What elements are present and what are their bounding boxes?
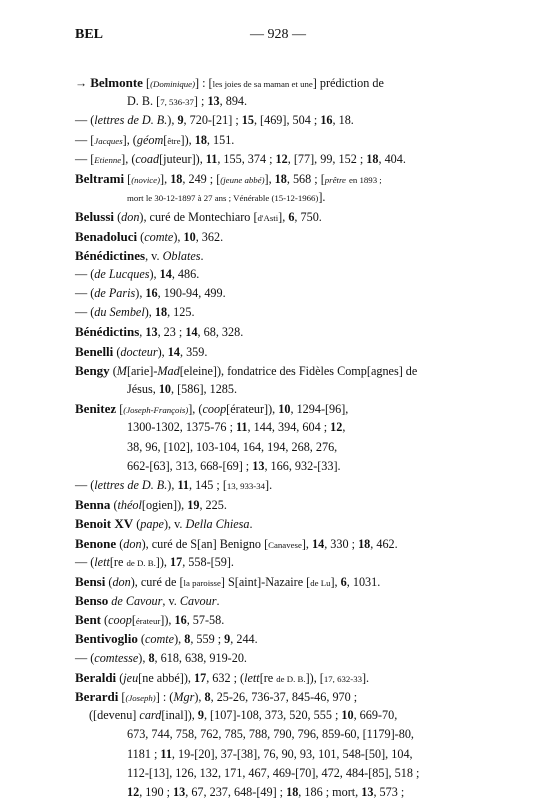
index-line: [75, 610, 475, 629]
entry-text: (: [113, 344, 121, 359]
index-line: [75, 687, 475, 706]
index-line: [75, 457, 475, 476]
small-caps-text: mort le 30-12-1897 à 27 ans ; Vénérable (15-12-1966): [127, 193, 319, 204]
entry-text: , 186 ; mort,: [298, 784, 362, 799]
entry-text: [arie]-: [126, 363, 158, 378]
volume-number: 14: [312, 536, 325, 551]
entry-text: [: [163, 132, 168, 147]
italic-text: de Paris: [94, 286, 136, 301]
index-line: [75, 591, 475, 610]
entry-text: ]), [: [305, 670, 324, 685]
entry-text: (: [137, 632, 145, 647]
entry-text: 38, 96, [102], 103-104, 164, 194, 268, 276,: [127, 439, 338, 454]
entry-text: 673, 744, 758, 762, 785, 788, 790, 796, 859-60, [1179]-80,: [127, 727, 414, 742]
italic-text: géom: [136, 132, 164, 147]
entry-headword: Bent: [75, 612, 101, 628]
volume-number: 18: [194, 132, 207, 147]
italic-text: prêtre: [324, 174, 346, 185]
entry-text: D. B. [: [127, 94, 161, 109]
entry-text: , 573 ;: [373, 784, 405, 799]
volume-number: 13: [252, 458, 265, 473]
italic-text: coop: [108, 613, 132, 628]
entry-text: ].: [318, 190, 326, 205]
entry-text: ),: [173, 229, 184, 244]
entry-text: ] S[aint]-Nazaire [: [220, 574, 311, 589]
italic-text: docteur: [120, 344, 158, 359]
entry-text: ),: [138, 650, 149, 665]
index-line: [75, 495, 475, 514]
entry-text: , 144, 394, 604 ;: [247, 420, 331, 435]
volume-number: 8: [204, 690, 211, 704]
entry-text: ), curé de [: [130, 574, 184, 589]
entry-text: .: [216, 594, 220, 609]
entry-text: , 145 ; [: [188, 477, 227, 492]
volume-number: 15: [241, 113, 254, 128]
index-line: [75, 322, 475, 341]
volume-number: 10: [158, 382, 172, 396]
entry-text: , 559 ;: [190, 632, 225, 647]
entry-text: — (: [75, 266, 95, 281]
italic-text: Etienne: [94, 154, 122, 165]
entry-text: ],: [160, 171, 171, 186]
italic-text: don: [121, 210, 140, 225]
index-line: [75, 418, 475, 437]
entry-text: ), v.: [163, 517, 186, 532]
italic-text: lett: [94, 554, 110, 569]
italic-text: don: [112, 574, 131, 589]
entry-text: [re: [109, 554, 127, 569]
entry-headword: Benna: [75, 497, 111, 513]
entry-text: (: [116, 670, 124, 685]
index-line: [75, 745, 475, 764]
entry-text: , [77], 99, 152 ;: [287, 151, 367, 166]
entry-text: , v.: [145, 248, 163, 263]
entry-text: — (: [75, 554, 95, 569]
entry-text: ],: [264, 171, 275, 186]
entry-text: , [586], 1285.: [171, 382, 238, 396]
entry-text: ),: [167, 113, 178, 128]
index-line: [75, 73, 475, 92]
entry-headword: Bénédictins: [75, 324, 140, 340]
entry-text: ,: [342, 420, 346, 435]
entry-text: ), curé de Montechiaro [: [139, 210, 258, 225]
index-line: [75, 476, 475, 495]
volume-number: 13: [145, 325, 158, 340]
italic-text: comtesse: [94, 650, 139, 665]
index-line: [75, 725, 475, 744]
volume-number: 9: [224, 632, 231, 647]
entry-headword: Benadoluci: [75, 228, 138, 244]
index-line: [75, 534, 475, 553]
entry-text: 1181 ;: [127, 746, 161, 761]
entry-text: , 67, 237, 648-[49] ;: [185, 784, 287, 799]
entry-text: ] prédiction de: [312, 76, 384, 90]
entry-text: (: [114, 210, 122, 225]
index-line: [75, 380, 475, 399]
volume-number: 13: [361, 784, 374, 799]
entry-text: , [469], 504 ;: [253, 113, 321, 128]
volume-number: 16: [174, 613, 187, 628]
italic-text: don: [123, 536, 142, 551]
index-line: [75, 188, 475, 207]
index-line: [75, 265, 475, 284]
index-line: [75, 111, 475, 130]
volume-number: 16: [145, 286, 158, 301]
italic-text: théol: [117, 498, 142, 513]
italic-text: (Joseph): [125, 693, 156, 703]
volume-number: 18: [274, 171, 287, 186]
entry-text: ].: [265, 477, 273, 492]
volume-number: 10: [278, 402, 291, 417]
entry-text: — (: [75, 113, 95, 128]
volume-number: 11: [205, 151, 218, 166]
small-caps-text: les joies de sa maman et une: [212, 79, 313, 89]
entry-text: , [107]-108, 373, 520, 555 ;: [203, 708, 342, 723]
arrow-marker: →: [75, 76, 91, 90]
entry-text: (: [110, 498, 118, 513]
entry-text: ([devenu]: [89, 708, 140, 723]
page-number: — 928 —: [250, 27, 306, 42]
index-line: [75, 649, 475, 668]
entry-text: ], (: [121, 151, 136, 166]
entry-text: , 362.: [195, 229, 224, 244]
italic-text: (novice): [131, 174, 161, 185]
entry-text: , 618, 638, 919-20.: [154, 650, 247, 665]
entry-text: , 750.: [294, 210, 322, 225]
volume-number: 6: [340, 574, 347, 589]
volume-number: 11: [160, 746, 172, 761]
entry-text: , 18.: [332, 113, 354, 128]
index-line: [75, 227, 475, 246]
italic-text: comte: [144, 229, 174, 244]
index-line: [75, 92, 475, 111]
index-line: [75, 553, 475, 572]
entry-text: 1300-1302, 1375-76 ;: [127, 420, 237, 435]
small-caps-text: de Lu: [310, 577, 331, 588]
index-line: [75, 572, 475, 591]
index-line: [75, 284, 475, 303]
entry-text: [ogien]),: [141, 498, 188, 513]
entry-text: , 166, 932-[33].: [264, 458, 341, 473]
entry-text: ,: [139, 325, 146, 340]
entry-text: , 720-[21] ;: [183, 113, 242, 128]
entry-text: ),: [157, 344, 168, 359]
volume-number: 18: [286, 784, 299, 799]
entry-text: .: [200, 248, 204, 263]
volume-number: 9: [197, 708, 204, 723]
italic-text: coop: [202, 402, 227, 417]
volume-number: 18: [154, 305, 168, 320]
entry-text: — (: [75, 305, 95, 320]
italic-text: card: [139, 708, 162, 723]
volume-number: 14: [167, 344, 180, 359]
entry-text: ],: [278, 210, 289, 225]
entry-text: [ne abbé]),: [138, 670, 194, 685]
index-line: [75, 668, 475, 687]
entry-text: , 23 ;: [157, 325, 186, 340]
index-line: [75, 764, 475, 783]
entry-headword: Bénédictines: [75, 247, 146, 263]
entry-text: , 190-94, 499.: [157, 286, 226, 301]
entry-text: , 155, 374 ;: [217, 151, 276, 166]
index-line: [75, 438, 475, 457]
italic-text: coad: [135, 151, 160, 166]
volume-number: 12: [330, 420, 343, 435]
entry-headword: Benelli: [75, 343, 114, 359]
entry-headword: Benitez: [75, 401, 117, 417]
index-entries: [75, 73, 475, 802]
entry-text: , 244.: [230, 632, 258, 647]
small-caps-text: en 1893 ;: [349, 174, 382, 185]
volume-number: 13: [173, 784, 186, 799]
entry-headword: Benoit XV: [75, 516, 134, 532]
entry-text: , 462.: [370, 536, 398, 551]
volume-number: 9: [177, 113, 184, 128]
entry-text: Jésus,: [127, 382, 159, 396]
italic-text: Mgr: [173, 690, 195, 704]
entry-text: — (: [75, 477, 95, 492]
italic-text: comte: [144, 632, 175, 647]
entry-headword: Beltrami: [75, 170, 125, 186]
entry-text: , 25-26, 736-37, 845-46, 970 ;: [210, 690, 358, 704]
italic-text: Mad: [157, 363, 180, 378]
entry-text: [: [116, 402, 124, 417]
volume-number: 18: [366, 151, 379, 166]
entry-text: ],: [330, 574, 341, 589]
volume-number: 12: [275, 151, 288, 166]
entry-text: 112-[13], 126, 132, 171, 467, 469-[70], 472, 484-[85], 518 ;: [127, 765, 420, 780]
entry-text: , 57-58.: [186, 613, 225, 628]
entry-text: , 1031.: [346, 574, 381, 589]
entry-text: ],: [301, 536, 313, 551]
entry-headword: Beraldi: [75, 669, 117, 685]
volume-number: 13: [207, 94, 220, 109]
entry-text: [érateur]),: [226, 402, 279, 417]
entry-text: , 486.: [171, 266, 200, 281]
italic-text: (Dominique): [150, 79, 196, 89]
italic-text: lettres de D. B.: [94, 477, 168, 492]
index-line: [75, 399, 475, 418]
entry-text: (: [116, 536, 124, 551]
entry-headword: Berardi: [75, 689, 119, 704]
index-line: [75, 303, 475, 322]
index-line: [75, 131, 475, 150]
italic-text: lett: [244, 670, 260, 685]
entry-text: ]),: [155, 554, 170, 569]
entry-text: ]),: [180, 132, 195, 147]
volume-number: 18: [358, 536, 371, 551]
entry-text: ),: [194, 690, 205, 704]
italic-text: jeu: [123, 670, 139, 685]
entry-text: , 330 ;: [324, 536, 359, 551]
entry-text: ] : (: [155, 690, 174, 704]
volume-number: 14: [159, 266, 172, 281]
small-caps-text: de D. B.: [126, 557, 156, 568]
entry-text: (: [101, 613, 109, 628]
entry-text: — (: [75, 650, 95, 665]
entry-headword: Belussi: [75, 209, 115, 225]
volume-number: 8: [148, 650, 155, 665]
small-caps-text: être: [167, 135, 181, 146]
volume-number: 18: [170, 171, 183, 186]
entry-text: .: [249, 517, 253, 532]
entry-text: , 249 ; [: [182, 171, 221, 186]
volume-number: 14: [185, 325, 198, 340]
entry-text: , 125.: [167, 305, 195, 320]
volume-number: 11: [236, 420, 248, 435]
entry-headword: Benso: [75, 593, 109, 609]
index-line: [75, 207, 475, 226]
volume-number: 8: [184, 632, 191, 647]
entry-text: , 151.: [206, 132, 235, 147]
entry-text: [juteur]),: [159, 151, 206, 166]
entry-text: , 19-[20], 37-[38], 76, 90, 93, 101, 548-[50], 104,: [171, 746, 413, 761]
entry-headword: Bengy: [75, 362, 110, 378]
entry-headword: Bentivoglio: [75, 631, 138, 647]
index-line: [75, 361, 475, 380]
small-caps-text: de D. B.: [276, 673, 306, 684]
page-header: [75, 27, 495, 45]
entry-text: — [: [75, 132, 95, 147]
entry-text: — (: [75, 286, 95, 301]
entry-text: ] : [: [195, 76, 213, 90]
entry-text: [: [118, 690, 126, 704]
italic-text: lettres de D. B.: [94, 113, 168, 128]
entry-text: , 558-[59].: [182, 554, 234, 569]
volume-number: 19: [187, 498, 200, 513]
entry-text: , v.: [162, 594, 180, 609]
entry-text: ),: [135, 286, 146, 301]
small-caps-text: érateur: [135, 616, 161, 627]
entry-text: ]),: [160, 613, 175, 628]
italic-text: pape: [140, 517, 164, 532]
italic-text: du Sembel: [94, 305, 145, 320]
volume-number: 6: [288, 210, 295, 225]
entry-text: , 669-70,: [353, 708, 398, 723]
small-caps-text: la paroisse: [183, 577, 221, 588]
index-line: [75, 514, 475, 533]
entry-text: ], (: [188, 402, 203, 417]
entry-text: ),: [174, 632, 185, 647]
entry-text: , 1294-[96],: [290, 402, 349, 417]
entry-text: , 894.: [219, 94, 248, 109]
italic-text: de Lucques: [94, 266, 150, 281]
index-line: [75, 246, 475, 265]
entry-text: [: [142, 76, 151, 90]
volume-number: 10: [341, 708, 354, 723]
italic-text: M: [116, 363, 127, 378]
running-head: BEL: [75, 27, 104, 42]
volume-number: 12: [127, 784, 140, 799]
entry-text: [eleine]), fondatrice des Fidèles Comp[agnes] de: [179, 363, 418, 378]
italic-text: Della Chiesa: [185, 517, 250, 532]
index-line: [75, 169, 475, 188]
entry-text: [: [131, 613, 136, 628]
entry-text: , 568 ; [: [286, 171, 325, 186]
entry-text: (: [137, 229, 145, 244]
volume-number: 17: [194, 670, 207, 685]
entry-text: , 404.: [378, 151, 406, 166]
small-caps-text: d'Asti: [257, 213, 279, 224]
italic-text: Jacques: [94, 135, 123, 146]
index-line: [75, 629, 475, 648]
entry-text: [inal]),: [161, 708, 198, 723]
italic-text: Oblates: [162, 248, 201, 263]
volume-number: 17: [170, 554, 183, 569]
entry-text: (: [109, 363, 117, 378]
entry-text: 662-[63], 313, 668-[69] ;: [127, 458, 253, 473]
entry-text: ].: [362, 670, 370, 685]
entry-headword: Bensi: [75, 573, 106, 589]
italic-text: Cavour: [179, 594, 217, 609]
entry-text: ), curé de S[an] Benigno [: [141, 536, 269, 551]
entry-text: [: [124, 171, 132, 186]
volume-number: 11: [177, 477, 189, 492]
entry-text: ], (: [122, 132, 137, 147]
index-line: [75, 706, 475, 725]
entry-text: , 190 ;: [139, 784, 174, 799]
small-caps-text: 17, 632-33: [323, 673, 362, 684]
entry-text: ),: [149, 266, 160, 281]
entry-headword: Benone: [75, 535, 117, 551]
italic-text: de Cavour: [111, 594, 163, 609]
entry-text: , 632 ; (: [206, 670, 245, 685]
index-line: [75, 783, 475, 802]
small-caps-text: Canavese: [268, 539, 302, 550]
entry-text: (: [105, 574, 113, 589]
entry-text: [re: [259, 670, 277, 685]
small-caps-text: 13, 933-34: [226, 480, 266, 491]
index-line: [75, 342, 475, 361]
entry-text: , 68, 328.: [197, 325, 244, 340]
entry-text: , 359.: [179, 344, 208, 359]
italic-text: (jeune abbé): [220, 174, 265, 185]
small-caps-text: 7, 536-37: [160, 97, 194, 108]
entry-text: ),: [167, 477, 178, 492]
volume-number: 10: [183, 229, 196, 244]
entry-text: ] ;: [193, 94, 208, 109]
entry-text: — [: [75, 151, 95, 166]
entry-text: , 225.: [199, 498, 227, 513]
entry-headword: Belmonte: [90, 75, 143, 90]
index-line: [75, 150, 475, 169]
italic-text: (Joseph-François): [123, 405, 189, 416]
entry-text: (: [133, 517, 141, 532]
entry-text: ),: [144, 305, 155, 320]
volume-number: 16: [320, 113, 333, 128]
